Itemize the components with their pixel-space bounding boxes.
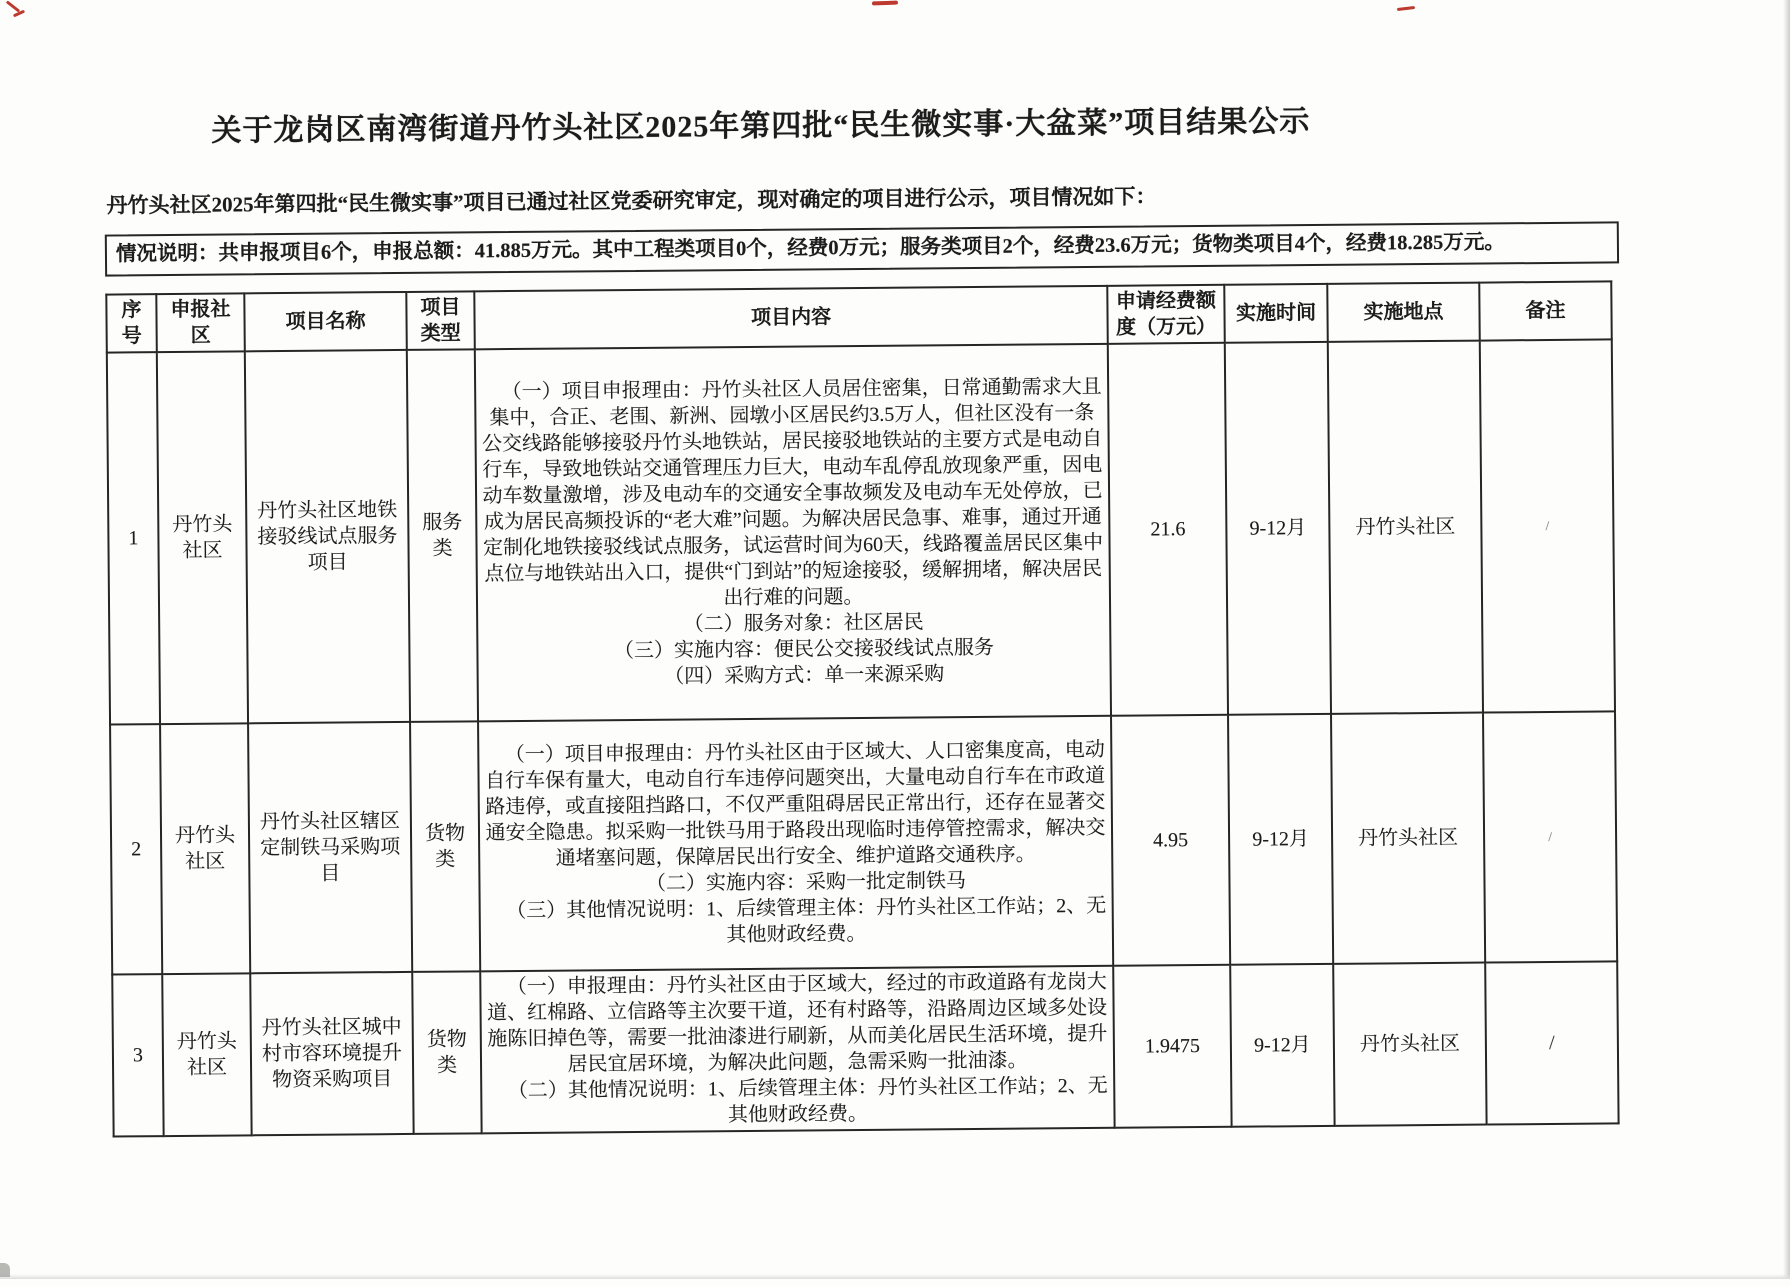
content-paragraph: （一）申报理由：丹竹头社区由于区域大，经过的市政道路有龙岗大道、红棉路、立信路等主次要干道，还有村路等，沿路周边区域多处设施陈旧掉色等，需要一批油漆进行刷新，从而美化居民生活环境，提升居民宜居环境，为解决此问题，急需采购一批油漆。 [486, 970, 1108, 1076]
content-paragraph: （二）服务对象：社区居民 [683, 611, 924, 636]
cell-remark: / [1483, 711, 1617, 962]
cell-place: 丹竹头社区 [1331, 713, 1485, 964]
cell-time: 9-12月 [1225, 342, 1331, 715]
cell-project-name: 丹竹头社区辖区定制铁马采购项目 [248, 722, 412, 973]
projects-table [105, 280, 1619, 1137]
col-header-budget: 申请经费额度（万元） [1107, 285, 1225, 344]
cell-seq: 2 [110, 724, 162, 974]
col-header-project-content: 项目内容 [474, 286, 1107, 350]
cell-project-type: 货物类 [412, 971, 481, 1134]
cell-project-content [478, 716, 1113, 972]
col-header-remark: 备注 [1479, 281, 1612, 340]
cell-project-name: 丹竹头社区城中村市容环境提升物资采购项目 [250, 972, 413, 1135]
col-header-seq: 序号 [106, 294, 157, 352]
content-paragraph: （三）实施内容：便民公交接驳线试点服务 [613, 636, 995, 663]
col-header-community: 申报社区 [156, 293, 245, 352]
cell-budget: 1.9475 [1113, 965, 1231, 1128]
scan-edge-shadow [0, 1274, 1790, 1279]
cell-time: 9-12月 [1230, 964, 1334, 1127]
cell-project-content [480, 966, 1114, 1134]
document-title: 关于龙岗区南湾街道丹竹头社区2025年第四批“民生微实事·大盆菜”项目结果公示 [211, 105, 1311, 148]
cell-budget: 21.6 [1108, 343, 1228, 716]
content-paragraph: （四）采购方式：单一来源采购 [664, 663, 945, 688]
col-header-place: 实施地点 [1327, 283, 1480, 342]
summary-note-box: 情况说明：共申报项目6个，申报总额：41.885万元。其中工程类项目0个，经费0万元；服务类项目2个，经费23.6万元；货物类项目4个，经费18.285万元。 [105, 221, 1619, 276]
cell-community: 丹竹头社区 [160, 723, 250, 974]
cell-seq: 1 [107, 352, 160, 724]
cell-community: 丹竹头社区 [162, 973, 251, 1136]
cell-remark: / [1485, 961, 1618, 1124]
cell-budget: 4.95 [1111, 715, 1230, 966]
cell-project-type: 服务类 [407, 349, 478, 722]
content-paragraph: （三）其他情况说明：1、后续管理主体：丹竹头社区工作站；2、无其他财政经费。 [506, 894, 1107, 947]
cell-remark: / [1480, 339, 1615, 712]
col-header-project-name: 项目名称 [244, 292, 406, 351]
cell-place: 丹竹头社区 [1328, 341, 1483, 714]
cell-project-type: 货物类 [410, 721, 480, 972]
cell-place: 丹竹头社区 [1333, 963, 1486, 1126]
cell-project-content [475, 344, 1111, 722]
scan-edge-shadow [1783, 0, 1790, 1279]
col-header-time: 实施时间 [1224, 284, 1328, 343]
content-paragraph: （一）项目申报理由：丹竹头社区人员居住密集，日常通勤需求大且集中，合正、老围、新洲、园墩小区居民约3.5万人，但社区没有一条公交线路能够接驳丹竹头地铁站，居民接驳地铁站的主要方式是电动自行车，导致地铁站交通管理压力巨大，电动车乱停乱放现象严重，因电动车数量激增，涉及电动车的交通安全事故频发及电动车无处停放，已成为居民高频投诉的“老大难”问题。为解决居民急事、难事，通过开通定制化地铁接驳线试点服务，试运营时间为60天，线路覆盖居民区集中点位与地铁站出入口，提供“门到站”的短途接驳，缓解拥堵，解决居民出行难的问题。 [482, 375, 1104, 610]
content-paragraph: （二）实施内容：采购一批定制铁马 [645, 870, 967, 895]
cell-time: 9-12月 [1228, 714, 1333, 965]
scan-corner-artifact [0, 1263, 10, 1277]
col-header-project-type: 项目类型 [406, 291, 475, 350]
content-paragraph: （一）项目申报理由：丹竹头社区由于区域大、人口密集度高，电动自行车保有量大，电动自行车违停问题突出，大量电动自行车在市政道路违停，或直接阻挡路口，不仅严重阻碍居民正常出行，还存在显著交通安全隐患。拟采购一批铁马用于路段出现临时违停管控需求，解决交通堵塞问题，保障居民出行安全、维护道路交通秩序。 [484, 738, 1106, 870]
table-row [110, 711, 1617, 974]
cell-project-name: 丹竹头社区地铁接驳线试点服务项目 [245, 350, 410, 723]
cell-seq: 3 [112, 974, 163, 1136]
cell-community: 丹竹头社区 [157, 351, 248, 724]
content-paragraph: （二）其他情况说明：1、后续管理主体：丹竹头社区工作站；2、无其他财政经费。 [507, 1074, 1108, 1127]
table-row [112, 961, 1618, 1136]
table-row [107, 339, 1615, 724]
intro-paragraph: 丹竹头社区2025年第四批“民生微实事”项目已通过社区党委研究审定，现对确定的项目进行公示，项目情况如下： [106, 184, 1157, 218]
